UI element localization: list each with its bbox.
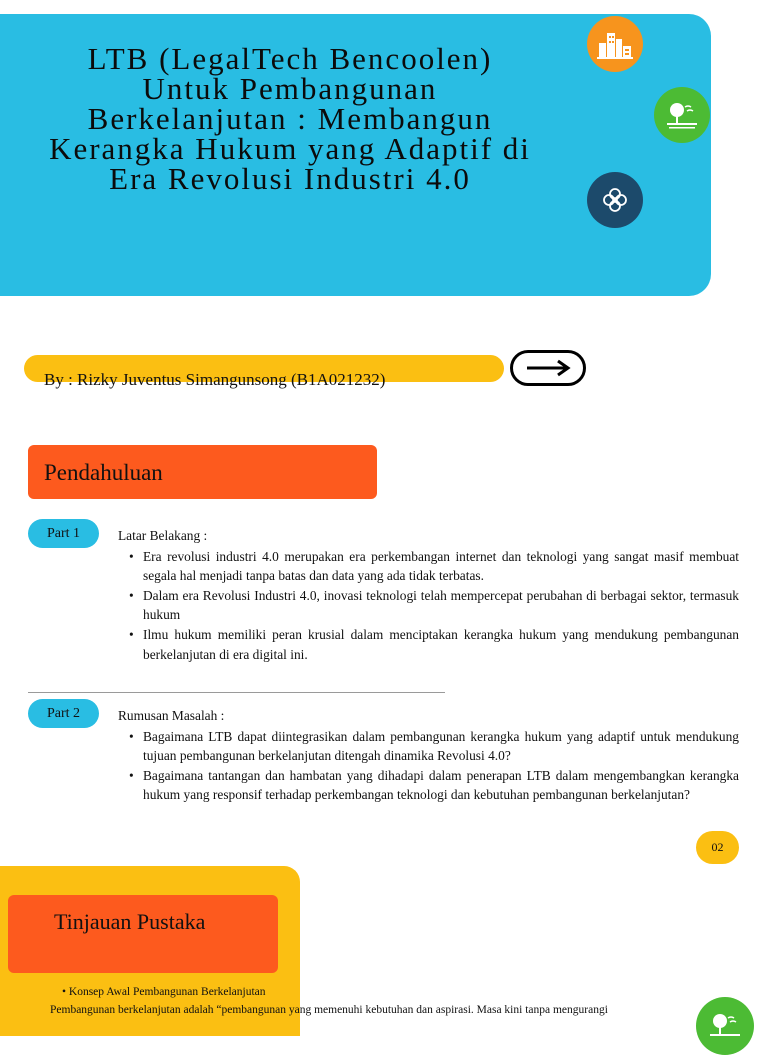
review-title: Tinjauan Pustaka [54, 909, 206, 934]
background-heading: Latar Belakang : [118, 528, 208, 543]
tree-landscape-icon [708, 1010, 742, 1042]
list-item: • Dalam era Revolusi Industri 4.0, inovasi teknologi telah mempercepat perubahan di berbagai sektor, termasuk hukum [118, 586, 739, 625]
background-list [118, 547, 739, 665]
problem-list [118, 727, 739, 805]
tree-landscape-icon [665, 99, 699, 131]
review-text: Pembangunan berkelanjutan adalah “pembangunan yang memenuhi kebutuhan dan aspirasi. Masa kini tanpa mengurangi [50, 1004, 608, 1016]
flower-circle [587, 172, 643, 228]
page-number: 02 [696, 831, 739, 864]
background-block [118, 526, 739, 664]
section-title: Pendahuluan [44, 460, 163, 485]
part-1-pill: Part 1 [28, 519, 99, 548]
arrow-right-icon [525, 359, 571, 377]
document-title: LTB (LegalTech Bencoolen) Untuk Pembangunan Berkelanjutan : Membangun Kerangka Hukum yang Adaptif di Era Revolusi Industri 4.0 [49, 41, 531, 196]
review-header [8, 895, 278, 973]
list-item: • Bagaimana tantangan dan hambatan yang dihadapi dalam penerapan LTB dalam mengembangkan kerangka hukum yang responsif terhadap perkembangan teknologi dan kebutuhan pembangunan berkelanjutan? [118, 766, 739, 805]
city-circle [587, 16, 643, 72]
problem-block [118, 706, 739, 805]
problem-heading: Rumusan Masalah : [118, 708, 225, 723]
list-item: • Era revolusi industri 4.0 merupakan era perkembangan internet dan teknologi yang sangat masif membuat segala hal menjadi tanpa batas dan data yang ada tidak terbatas. [118, 547, 739, 586]
author-line: By : Rizky Juventus Simangunsong (B1A021232) [44, 370, 386, 389]
tree-circle [654, 87, 710, 143]
city-buildings-icon [597, 29, 633, 59]
tree-circle-bottom [696, 997, 754, 1055]
flower-icon [600, 185, 630, 215]
list-item: • Ilmu hukum memiliki peran krusial dalam menciptakan kerangka hukum yang mendukung pembangunan berkelanjutan di era digital ini. [118, 625, 739, 664]
list-item: • Bagaimana LTB dapat diintegrasikan dalam pembangunan kerangka hukum yang adaptif untuk mendukung tujuan pembangunan berkelanjutan ditengah dinamika Revolusi 4.0? [118, 727, 739, 766]
part-2-pill: Part 2 [28, 699, 99, 728]
divider [28, 692, 445, 693]
next-arrow-button[interactable] [510, 350, 586, 386]
section-header [28, 445, 377, 499]
review-bullet: • Konsep Awal Pembangunan Berkelanjutan [62, 986, 266, 998]
